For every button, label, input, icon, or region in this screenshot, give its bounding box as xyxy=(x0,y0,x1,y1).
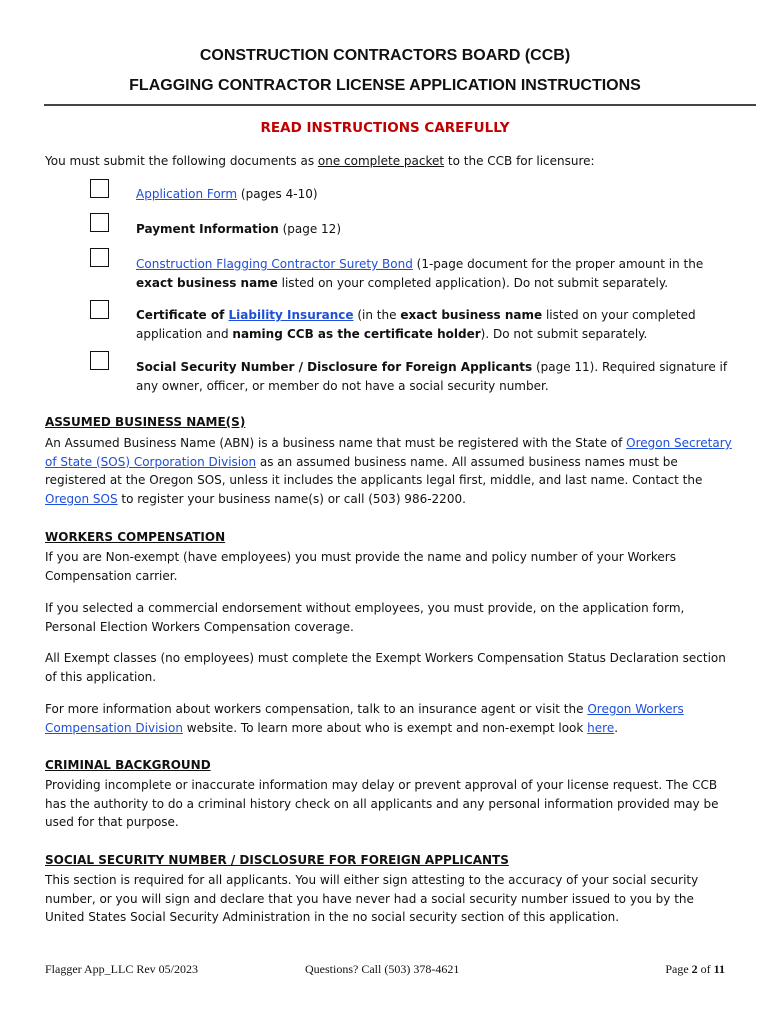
surety-bond-link[interactable]: Construction Flagging Contractor Surety Bond xyxy=(136,257,413,271)
document-title: FLAGGING CONTRACTOR LICENSE APPLICATION INSTRUCTIONS xyxy=(129,77,641,94)
checklist-item-social-security xyxy=(136,358,736,395)
workers-text-c: . xyxy=(614,720,619,735)
item5-rest: (page 11). Required signature if any owner, officer, or member do not have a social security number. xyxy=(136,360,728,393)
intro-underlined: one complete packet xyxy=(317,154,445,168)
read-carefully-notice: READ INSTRUCTIONS CAREFULLY xyxy=(260,120,510,136)
item3-rest1: (1-page document for the proper amount in the xyxy=(412,257,704,271)
item2-rest: (page 12) xyxy=(278,222,341,236)
liability-insurance-link[interactable]: Liability Insurance xyxy=(228,308,354,322)
item1-rest: (pages 4-10) xyxy=(237,187,318,201)
intro-before: You must submit the following documents as xyxy=(45,154,318,168)
item4-rest2: listed on your completed application and xyxy=(136,308,696,341)
oregon-workers-comp-link[interactable]: Oregon Workers Compensation Division xyxy=(45,702,684,735)
page-prefix: Page xyxy=(665,962,692,976)
criminal-background-text: Providing incomplete or inaccurate information may delay or prevent approval of your license request. The CCB has the authority to do a criminal history check on all applicants and any personal information provided may be used for that purpose. xyxy=(45,778,719,829)
abn-text-2: as an assumed business name. All assumed business names must be registered at the Oregon SOS, unless it includes the applicants legal first, middle, and last name. Contact the xyxy=(45,454,703,487)
abn-paragraph xyxy=(45,434,735,508)
page-total: 11 xyxy=(713,962,725,976)
footer-questions: Questions? Call (503) 378-4621 xyxy=(305,962,460,976)
intro-text xyxy=(45,152,735,171)
abn-text-1: An Assumed Business Name (ABN) is a business name that must be registered with the State of xyxy=(45,436,627,450)
item4-rest3: ). Do not submit separately. xyxy=(480,326,648,341)
item4-bold2: exact business name xyxy=(400,308,543,322)
checklist-item-application-form xyxy=(136,185,736,204)
workers-text-a: For more information about workers compensation, talk to an insurance agent or visit the xyxy=(45,702,588,716)
checkbox-surety-bond[interactable] xyxy=(90,248,109,267)
checklist-item-liability-insurance xyxy=(136,306,736,343)
abn-heading: ASSUMED BUSINESS NAME(S) xyxy=(45,415,246,429)
checkbox-payment-information[interactable] xyxy=(90,213,109,232)
oregon-sos-corporation-link[interactable]: Oregon Secretary of State (SOS) Corporation Division xyxy=(45,436,732,469)
item3-bold: exact business name xyxy=(136,275,278,290)
item4-bold3: naming CCB as the certificate holder xyxy=(232,326,481,341)
item4-bold1: Certificate of xyxy=(136,308,229,322)
checkbox-liability-insurance[interactable] xyxy=(90,300,109,319)
workers-comp-heading: WORKERS COMPENSATION xyxy=(45,530,226,544)
workers-comp-para-2: If you selected a commercial endorsement without employees, you must provide, on the application form, Personal Election Workers Compensation coverage. xyxy=(45,601,685,634)
ssn-heading: SOCIAL SECURITY NUMBER / DISCLOSURE FOR FOREIGN APPLICANTS xyxy=(45,853,509,867)
board-title: CONSTRUCTION CONTRACTORS BOARD (CCB) xyxy=(199,47,571,64)
workers-text-b: website. To learn more about who is exempt and non-exempt look xyxy=(182,720,588,735)
checkbox-application-form[interactable] xyxy=(90,179,109,198)
workers-comp-para-4 xyxy=(45,700,735,737)
workers-comp-para-3: All Exempt classes (no employees) must complete the Exempt Workers Compensation Status Declaration section of this application. xyxy=(45,651,726,684)
footer-page-number xyxy=(665,962,725,977)
checklist-item-surety-bond xyxy=(136,255,736,292)
item3-rest2: listed on your completed application). Do not submit separately. xyxy=(277,275,669,290)
item2-bold: Payment Information xyxy=(136,222,279,236)
ssn-text: This section is required for all applicants. You will either sign attesting to the accuracy of your social security number, or you will sign and declare that you have never had a social security number issued to you by the United States Social Security Administration in the no social security section of this application. xyxy=(45,873,699,924)
title-divider xyxy=(44,104,756,106)
page-of: of xyxy=(697,962,714,976)
oregon-sos-link[interactable]: Oregon SOS xyxy=(45,491,118,506)
footer-revision: Flagger App_LLC Rev 05/2023 xyxy=(45,962,198,976)
checklist-item-payment-information xyxy=(136,220,736,239)
abn-text-3: to register your business name(s) or call (503) 986-2200. xyxy=(117,491,466,506)
item5-bold: Social Security Number / Disclosure for Foreign Applicants xyxy=(136,360,533,374)
item4-rest1: (in the xyxy=(353,308,401,322)
page-current: 2 xyxy=(691,962,698,976)
exempt-here-link[interactable]: here xyxy=(587,720,615,735)
application-form-link[interactable]: Application Form xyxy=(136,187,238,201)
criminal-background-heading: CRIMINAL BACKGROUND xyxy=(45,758,211,772)
intro-after: to the CCB for licensure: xyxy=(444,154,595,168)
workers-comp-para-1: If you are Non-exempt (have employees) you must provide the name and policy number of your Workers Compensation carrier. xyxy=(45,550,676,583)
checkbox-social-security[interactable] xyxy=(90,351,109,370)
